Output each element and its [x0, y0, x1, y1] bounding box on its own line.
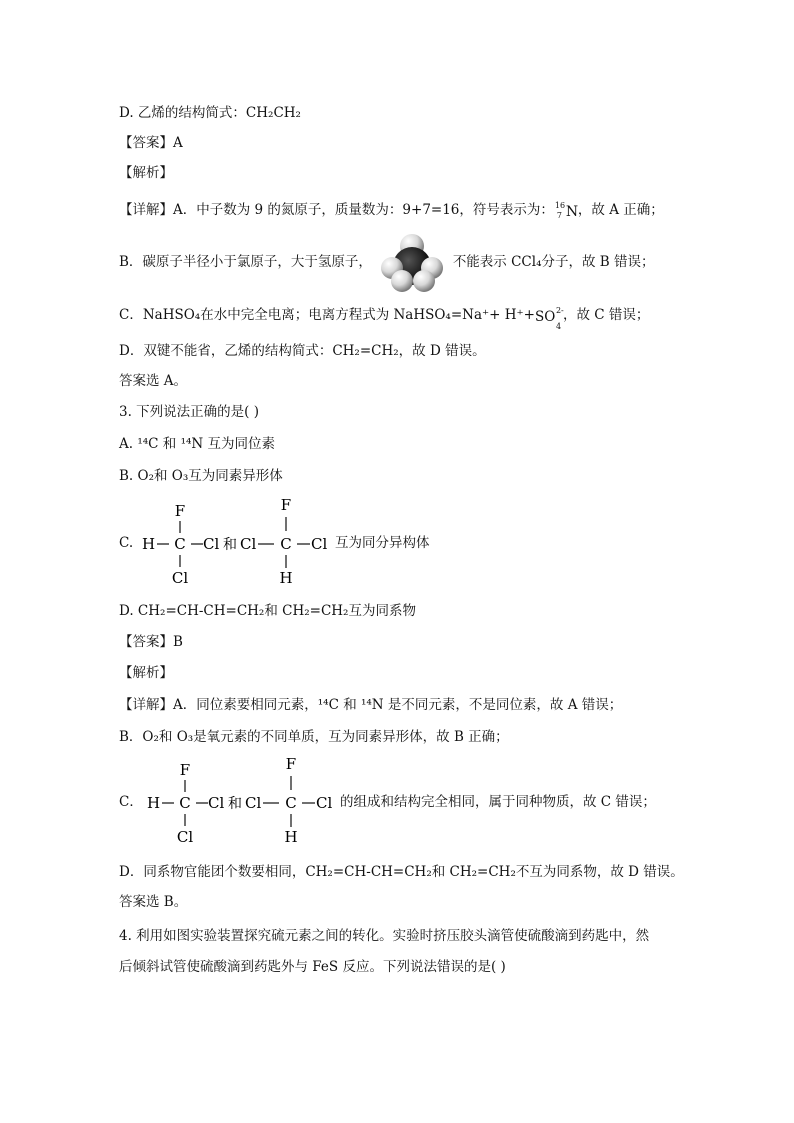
detail-a-post: ，故 A 正确； — [577, 202, 664, 218]
detail-b-pre: B．碳原子半径小于氯原子，大于氢原子， — [119, 254, 372, 270]
svg-text:Cl: Cl — [203, 535, 220, 553]
choose-a-text: 答案选 A。 — [119, 373, 188, 389]
q3-option-c-suffix: 互为同分异构体 — [335, 535, 430, 551]
svg-text:C: C — [174, 535, 186, 553]
svg-text:Cl: Cl — [245, 794, 262, 812]
choose-b-text: 答案选 B。 — [119, 894, 188, 910]
svg-text:Cl: Cl — [176, 828, 194, 846]
detail-c-line — [119, 305, 650, 331]
svg-text:Cl: Cl — [311, 535, 328, 553]
detail-a-pre: 【详解】A．中子数为 9 的氮原子，质量数为：9+7=16，符号表示为： — [119, 202, 554, 218]
svg-text:H: H — [142, 535, 156, 553]
option-d-text: D. 乙烯的结构简式：CH₂CH₂ — [119, 105, 301, 121]
detail-c-pre: C．NaHSO₄在水中完全电离；电离方程式为 NaHSO₄=Na⁺+ H⁺+ — [119, 307, 535, 323]
nuclide-symbol: 16 7 N — [554, 200, 579, 220]
space-filling-model-image — [380, 232, 444, 294]
svg-text:Cl: Cl — [240, 535, 257, 553]
svg-text:H: H — [284, 828, 298, 846]
svg-text:Cl: Cl — [208, 794, 225, 812]
q3-option-a: A. ¹⁴C 和 ¹⁴N 互为同位素 — [119, 436, 275, 452]
svg-text:Cl: Cl — [171, 569, 189, 587]
question-4-line2: 后倾斜试管使硫酸滴到药匙外与 FeS 反应。下列说法错误的是( ) — [119, 959, 506, 975]
analysis-label: 【解析】 — [119, 165, 173, 181]
answer-label: 【答案】B — [119, 634, 183, 650]
svg-text:F: F — [280, 496, 292, 514]
question-4-line1: 4. 利用如图实验装置探究硫元素之间的转化。实验时挤压胶头滴管使硫酸滴到药匙中，然 — [119, 928, 650, 944]
svg-text:H: H — [147, 794, 161, 812]
detail3-a-text: 【详解】A．同位素要相同元素，¹⁴C 和 ¹⁴N 是不同元素，不是同位素，故 A 错误； — [119, 697, 623, 713]
q3-option-c-prefix: C. — [119, 535, 134, 551]
sulfate-ion: SO 2- 4 — [534, 305, 564, 331]
detail3-c-formulas — [145, 753, 345, 847]
svg-text:H: H — [279, 569, 293, 587]
detail-a-line — [119, 201, 664, 220]
svg-text:F: F — [285, 755, 297, 773]
analysis-label: 【解析】 — [119, 665, 173, 681]
svg-text:和: 和 — [228, 796, 242, 812]
detail-d-text: D．双键不能省，乙烯的结构简式：CH₂=CH₂，故 D 错误。 — [119, 343, 486, 359]
detail3-c-suffix: 的组成和结构完全相同，属于同种物质，故 C 错误； — [340, 794, 656, 810]
svg-text:Cl: Cl — [316, 794, 333, 812]
svg-text:C: C — [179, 794, 191, 812]
q3-option-d: D. CH₂=CH-CH=CH₂和 CH₂=CH₂互为同系物 — [119, 603, 416, 619]
svg-text:F: F — [174, 502, 186, 520]
detail3-d-text: D．同系物官能团个数要相同，CH₂=CH-CH=CH₂和 CH₂=CH₂不互为同系物，故 D 错误。 — [119, 864, 684, 880]
svg-text:C: C — [280, 535, 292, 553]
svg-text:和: 和 — [223, 537, 237, 553]
detail-c-post: ，故 C 错误； — [562, 307, 650, 323]
svg-text:C: C — [285, 794, 297, 812]
q3-option-b: B. O₂和 O₃互为同素异形体 — [119, 468, 283, 484]
answer-label: 【答案】A — [119, 135, 183, 151]
detail3-c-prefix: C． — [119, 794, 143, 810]
svg-text:F: F — [179, 761, 191, 779]
detail3-b-text: B．O₂和 O₃是氧元素的不同单质，互为同素异形体，故 B 正确； — [119, 729, 509, 745]
question-3-stem: 3. 下列说法正确的是( ) — [119, 404, 259, 420]
detail-b-post: 不能表示 CCl₄分子，故 B 错误； — [452, 254, 655, 270]
